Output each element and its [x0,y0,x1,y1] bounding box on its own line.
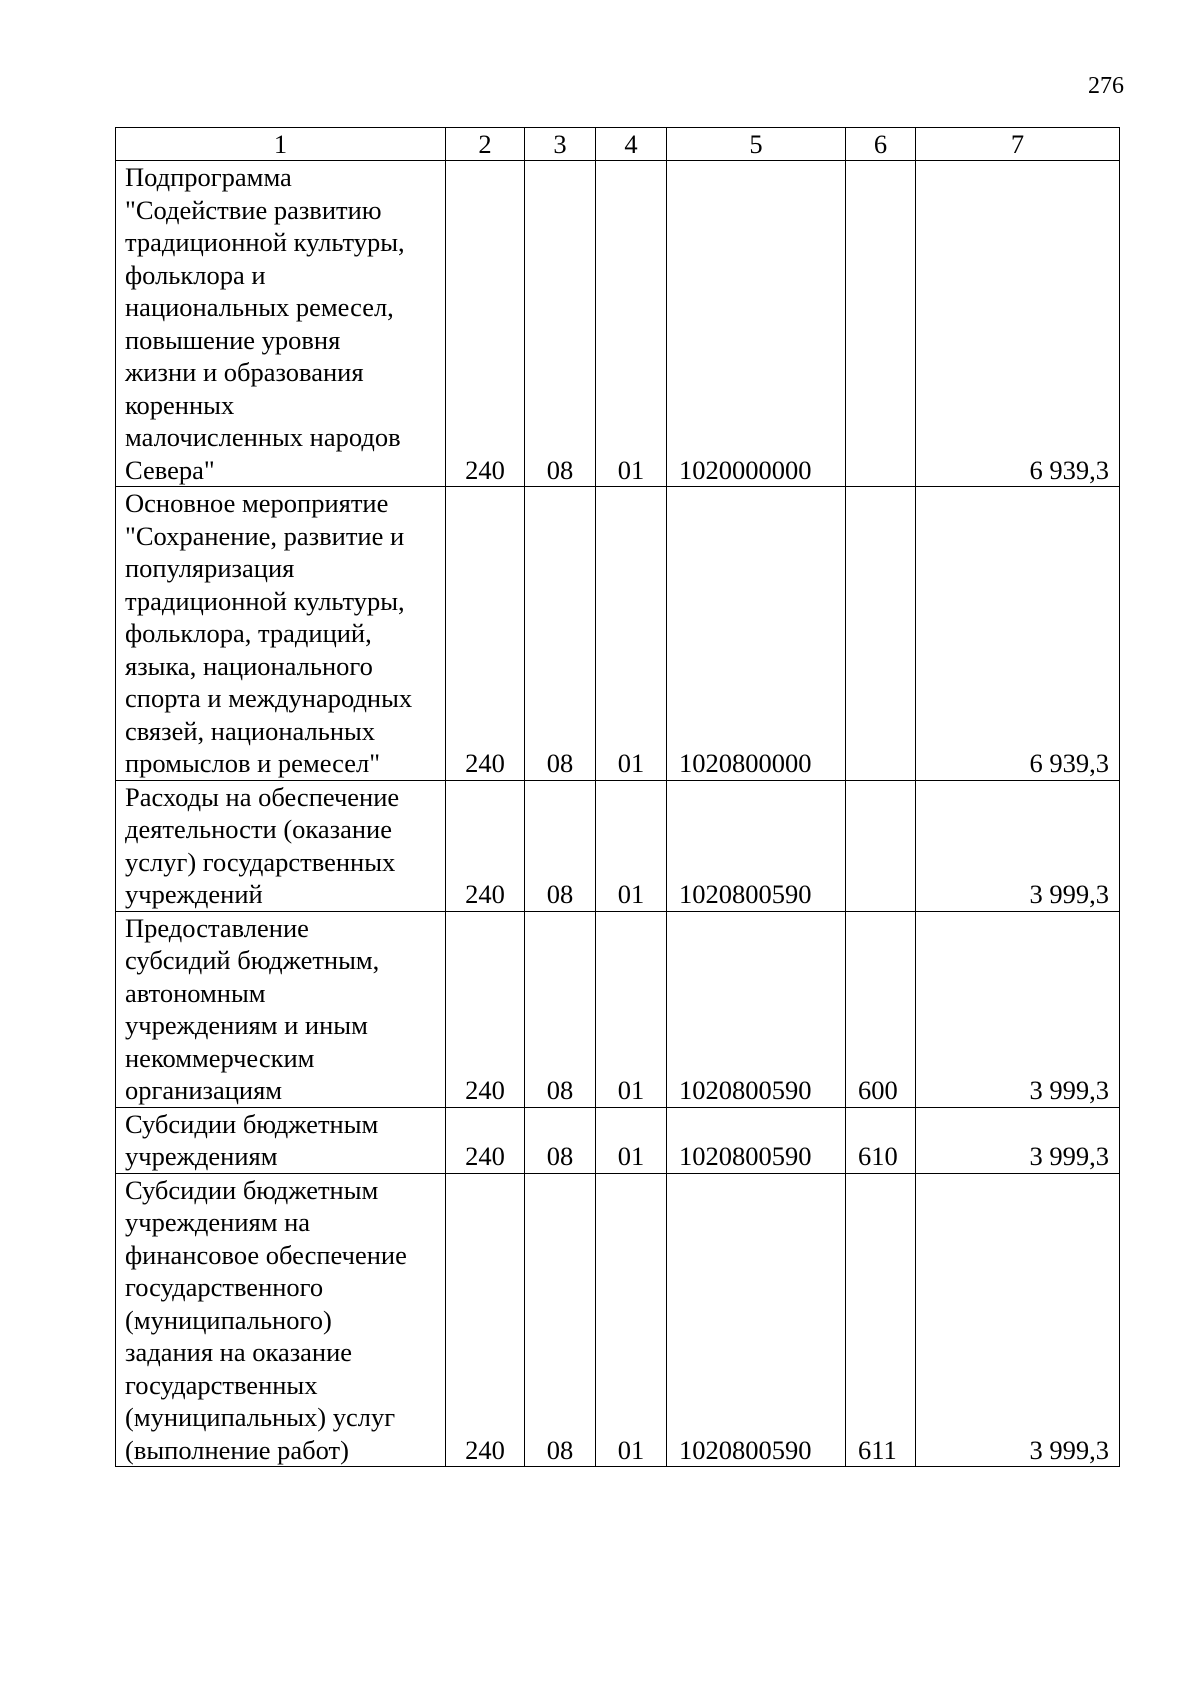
row-col-4: 01 [596,911,667,1107]
table-row [116,1173,1120,1467]
row-col-5: 1020800590 [667,780,846,911]
page-number: 276 [1088,73,1124,99]
row-col-6 [846,780,916,911]
table-row [116,487,1120,781]
row-col-6: 611 [846,1173,916,1467]
header-row [116,128,1120,161]
row-col-5: 1020000000 [667,161,846,487]
row-col-6: 610 [846,1107,916,1173]
row-name: Предоставление субсидий бюджетным, автономным учреждениям и иным некоммерческим организациям [116,911,446,1107]
header-col-2: 2 [446,128,525,161]
row-col-4: 01 [596,1173,667,1467]
row-col-5: 1020800590 [667,911,846,1107]
header-col-1: 1 [116,128,446,161]
row-name: Расходы на обеспечение деятельности (оказание услуг) государственных учреждений [116,780,446,911]
header-col-7: 7 [916,128,1120,161]
row-col-7: 3 999,3 [916,1173,1120,1467]
row-col-4: 01 [596,1107,667,1173]
table-header [116,128,1120,161]
row-col-2: 240 [446,487,525,781]
row-col-6: 600 [846,911,916,1107]
row-name: Подпрограмма "Содействие развитию традиционной культуры, фольклора и национальных ремесел, повышение уровня жизни и образования коренных малочисленных народов Севера" [116,161,446,487]
row-name: Субсидии бюджетным учреждениям [116,1107,446,1173]
table-row [116,780,1120,911]
header-col-4: 4 [596,128,667,161]
row-col-4: 01 [596,161,667,487]
row-col-5: 1020800590 [667,1173,846,1467]
row-col-6 [846,487,916,781]
row-col-3: 08 [525,1107,596,1173]
table-row [116,1107,1120,1173]
row-col-7: 3 999,3 [916,1107,1120,1173]
header-col-3: 3 [525,128,596,161]
row-col-7: 6 939,3 [916,161,1120,487]
row-col-3: 08 [525,487,596,781]
row-col-5: 1020800590 [667,1107,846,1173]
row-col-2: 240 [446,911,525,1107]
row-col-2: 240 [446,161,525,487]
row-col-6 [846,161,916,487]
row-col-2: 240 [446,780,525,911]
row-name: Субсидии бюджетным учреждениям на финансовое обеспечение государственного (муниципального) задания на оказание государственных (муниципальных) услуг (выполнение работ) [116,1173,446,1467]
row-col-3: 08 [525,161,596,487]
table-row [116,161,1120,487]
row-name: Основное мероприятие "Сохранение, развитие и популяризация традиционной культуры, фольклора, традиций, языка, национального спорта и международных связей, национальных промыслов и ремесел" [116,487,446,781]
table-row [116,911,1120,1107]
row-col-4: 01 [596,487,667,781]
row-col-7: 6 939,3 [916,487,1120,781]
budget-table [115,127,1120,1467]
header-col-5: 5 [667,128,846,161]
row-col-5: 1020800000 [667,487,846,781]
row-col-3: 08 [525,911,596,1107]
row-col-7: 3 999,3 [916,780,1120,911]
row-col-2: 240 [446,1173,525,1467]
table-body [116,161,1120,1467]
row-col-2: 240 [446,1107,525,1173]
row-col-3: 08 [525,780,596,911]
row-col-7: 3 999,3 [916,911,1120,1107]
row-col-3: 08 [525,1173,596,1467]
header-col-6: 6 [846,128,916,161]
row-col-4: 01 [596,780,667,911]
